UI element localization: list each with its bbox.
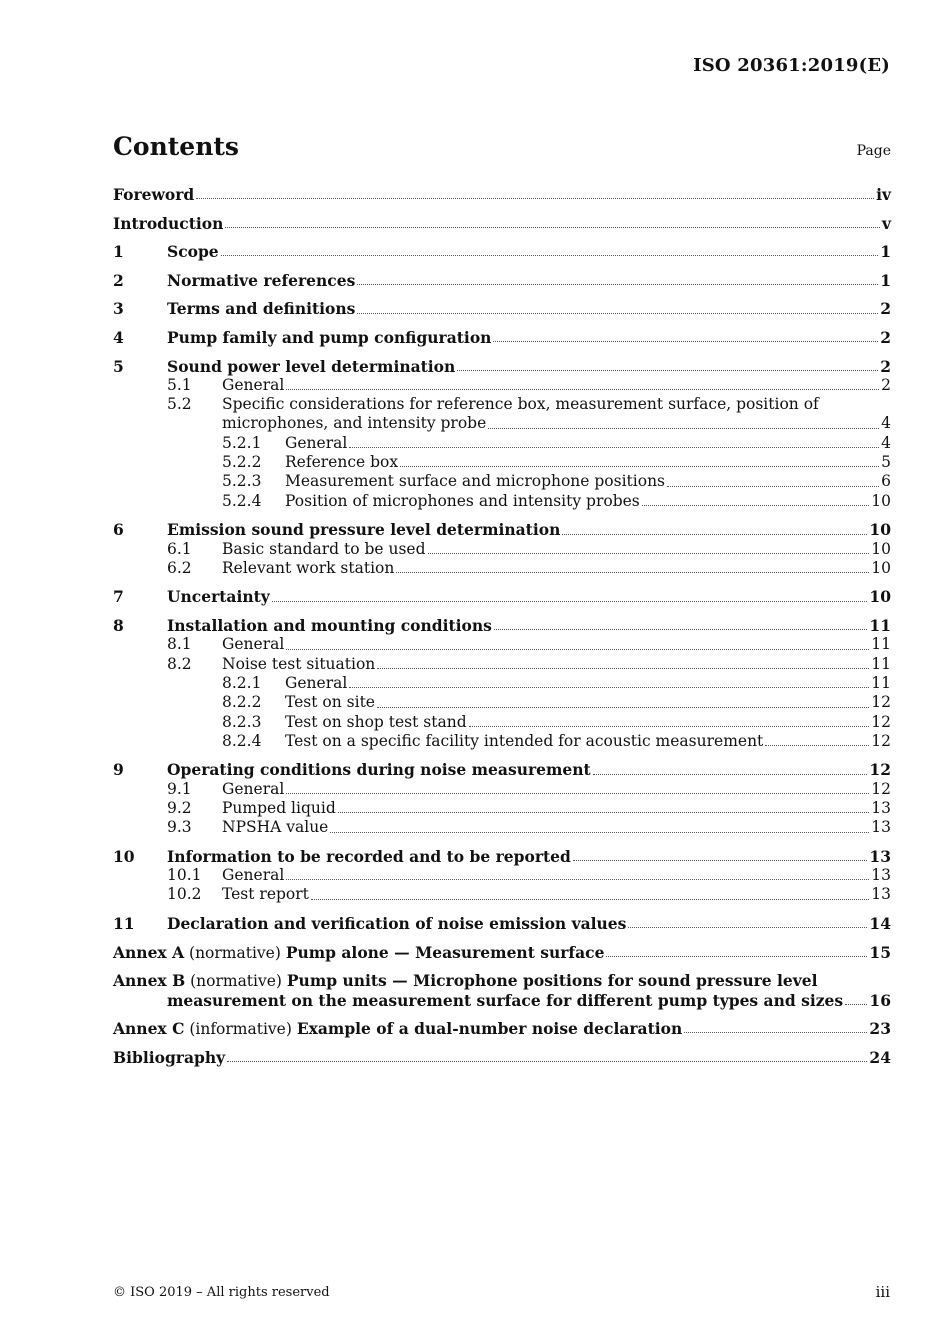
- toc-entry-label: Information to be recorded and to be reported: [167, 846, 571, 866]
- dot-leader: [338, 811, 870, 813]
- toc-entry-page: 14: [869, 914, 891, 934]
- toc-entry[interactable]: [113, 943, 891, 962]
- toc-entry-label: Test on shop test stand: [285, 712, 467, 731]
- toc-entry-label: Pump family and pump configuration: [167, 327, 492, 347]
- dot-leader: [396, 571, 869, 573]
- toc-entry-label: Bibliography: [113, 1047, 226, 1067]
- dot-leader: [311, 898, 869, 900]
- toc-entry-number: 5.2.3: [222, 472, 262, 491]
- dot-leader: [357, 283, 878, 285]
- toc-entry[interactable]: [113, 185, 891, 204]
- toc-entry-label: Sound power level determination: [167, 356, 456, 376]
- toc-entry-page: 13: [869, 846, 891, 866]
- toc-entry[interactable]: [113, 434, 891, 453]
- dot-leader: [469, 725, 870, 727]
- dot-leader: [196, 197, 874, 199]
- toc-entry-page: 15: [869, 942, 891, 962]
- toc-entry-label: Installation and mounting conditions: [167, 616, 492, 636]
- copyright-notice: © ISO 2019 – All rights reserved: [113, 1285, 330, 1300]
- toc-entry-number: 7: [113, 587, 124, 607]
- toc-entry[interactable]: [113, 799, 891, 818]
- toc-entry-number: 10.1: [167, 866, 202, 885]
- toc-entry[interactable]: [113, 616, 891, 635]
- dot-leader: [286, 792, 869, 794]
- toc-entry-label: Operating conditions during noise measurement: [167, 760, 591, 780]
- toc-entry-number: 6.1: [167, 539, 192, 558]
- annex-title: Pump alone — Measurement surface: [285, 942, 605, 962]
- toc-entry[interactable]: [113, 540, 891, 559]
- toc-entry[interactable]: [113, 914, 891, 933]
- dot-leader: [400, 465, 879, 467]
- toc-entry-page: iv: [876, 185, 891, 204]
- toc-entry-label: Specific considerations for reference box, measurement surface, position of: [222, 395, 819, 414]
- toc-entry-number: 5.2: [167, 395, 192, 414]
- toc-entry-page: 4: [881, 433, 891, 452]
- annex-id: Annex C: [113, 1019, 185, 1039]
- dot-leader: [667, 485, 879, 487]
- toc-entry-number: 8.2.2: [222, 693, 262, 712]
- toc-entry-label: Emission sound pressure level determination: [167, 520, 561, 540]
- dot-leader: [488, 427, 879, 429]
- dot-leader: [377, 706, 869, 708]
- toc-entry[interactable]: [113, 414, 891, 433]
- dot-leader: [349, 686, 869, 688]
- dot-leader: [606, 955, 867, 957]
- annex-id: Annex B: [113, 971, 186, 991]
- toc-entry-number: 8.2.3: [222, 712, 262, 731]
- toc-entry-label: General: [285, 433, 348, 452]
- toc-entry[interactable]: [113, 885, 891, 904]
- toc-entry-page: 1: [880, 242, 891, 262]
- dot-leader: [225, 226, 880, 228]
- toc-entry-number: 4: [113, 327, 124, 347]
- dot-leader: [845, 1003, 867, 1005]
- dot-leader: [765, 744, 869, 746]
- toc-entry-page: 13: [871, 885, 891, 904]
- toc-entry-page: 12: [871, 779, 891, 798]
- toc-entry[interactable]: [113, 991, 891, 1010]
- toc-entry-number: 5.1: [167, 375, 192, 394]
- toc-entry-label: [113, 943, 604, 963]
- toc-entry-page: 12: [869, 760, 891, 780]
- page-column-heading: Page: [856, 143, 891, 159]
- toc-entry-label: Test on a specific facility intended for acoustic measurement: [285, 731, 764, 750]
- toc-entry-page: 2: [880, 356, 891, 376]
- toc-entry-number: 5.2.4: [222, 491, 262, 510]
- toc-entry-number: 1: [113, 242, 124, 262]
- toc-entry-label: Pumped liquid: [222, 798, 336, 817]
- table-of-contents: [113, 185, 891, 1067]
- toc-entry-label: Noise test situation: [222, 654, 376, 673]
- toc-entry-page: 23: [869, 1019, 891, 1039]
- toc-entry-label: General: [222, 375, 285, 394]
- toc-entry-number: 8.2.1: [222, 673, 262, 692]
- annex-type: (normative): [185, 972, 287, 991]
- toc-entry-page: 2: [880, 299, 891, 319]
- dot-leader: [377, 667, 869, 669]
- toc-entry-page: 10: [869, 520, 891, 540]
- toc-entry-label: Introduction: [113, 213, 224, 233]
- toc-entry-label: Relevant work station: [222, 558, 395, 577]
- annex-id: Annex A: [113, 942, 185, 962]
- toc-entry-page: 12: [871, 693, 891, 712]
- toc-entry-label: General: [222, 779, 285, 798]
- page-title: Contents: [113, 132, 240, 161]
- document-id: ISO 20361:2019(E): [693, 55, 890, 76]
- toc-entry-page: v: [881, 213, 891, 233]
- toc-entry[interactable]: [113, 214, 891, 233]
- toc-entry-page: 11: [871, 635, 891, 654]
- toc-entry-page: 16: [869, 990, 891, 1010]
- toc-entry[interactable]: [113, 713, 891, 732]
- annex-type: (normative): [184, 943, 286, 962]
- dot-leader: [221, 254, 879, 256]
- dot-leader: [227, 1060, 867, 1062]
- toc-entry-page: 6: [881, 472, 891, 491]
- toc-entry-number: 6: [113, 520, 124, 540]
- toc-entry-page: 5: [881, 453, 891, 472]
- toc-entry[interactable]: [113, 818, 891, 837]
- toc-entry[interactable]: [113, 328, 891, 347]
- toc-entry-number: 8.2.4: [222, 731, 262, 750]
- toc-entry[interactable]: [113, 760, 891, 779]
- toc-entry-page: 12: [871, 712, 891, 731]
- title-row: [113, 132, 891, 164]
- toc-entry-page: 13: [871, 866, 891, 885]
- dot-leader: [593, 773, 868, 775]
- dot-leader: [573, 859, 868, 861]
- toc-entry[interactable]: [113, 587, 891, 606]
- toc-entry-label: Test on site: [285, 693, 375, 712]
- dot-leader: [494, 628, 868, 630]
- toc-entry[interactable]: [113, 655, 891, 674]
- toc-entry-number: 8: [113, 616, 124, 636]
- toc-entry-label: Scope: [167, 242, 219, 262]
- toc-entry-number: 10: [113, 846, 135, 866]
- toc-entry-number: 6.2: [167, 558, 192, 577]
- toc-entry-page: 11: [871, 654, 891, 673]
- toc-entry[interactable]: [113, 866, 891, 885]
- toc-entry-label: [113, 971, 818, 991]
- toc-entry-label: Reference box: [285, 453, 399, 472]
- toc-entry-label: Terms and definitions: [167, 299, 356, 319]
- toc-entry[interactable]: [113, 635, 891, 654]
- toc-entry-label: Test report: [222, 885, 309, 904]
- toc-entry-number: 9: [113, 760, 124, 780]
- annex-title: Example of a dual-number noise declaration: [296, 1019, 683, 1039]
- toc-entry[interactable]: [113, 1019, 891, 1038]
- toc-entry-label: Uncertainty: [167, 587, 270, 607]
- toc-entry[interactable]: [113, 674, 891, 693]
- dot-leader: [684, 1031, 867, 1033]
- toc-entry-number: 9.1: [167, 779, 192, 798]
- toc-entry-label: [113, 1019, 682, 1039]
- toc-entry-page: 12: [871, 731, 891, 750]
- toc-entry[interactable]: [113, 847, 891, 866]
- dot-leader: [428, 552, 870, 554]
- toc-entry-label: General: [285, 673, 348, 692]
- annex-title: Pump units — Microphone positions for sound pressure level: [286, 971, 818, 991]
- toc-entry[interactable]: [113, 492, 891, 511]
- toc-entry-label: NPSHA value: [222, 818, 329, 837]
- toc-entry-page: 2: [881, 375, 891, 394]
- toc-entry-number: 9.2: [167, 798, 192, 817]
- toc-entry-number: 5.2.2: [222, 453, 262, 472]
- toc-entry-page: 10: [871, 491, 891, 510]
- toc-entry-label: General: [222, 635, 285, 654]
- toc-entry-label: General: [222, 866, 285, 885]
- toc-entry-page: 24: [869, 1047, 891, 1067]
- toc-entry-page: 10: [871, 539, 891, 558]
- toc-entry[interactable]: [113, 271, 891, 290]
- toc-entry-page: 11: [871, 673, 891, 692]
- dot-leader: [286, 648, 869, 650]
- toc-entry-label: Measurement surface and microphone positions: [285, 472, 666, 491]
- toc-entry-number: 5: [113, 356, 124, 376]
- dot-leader: [286, 388, 879, 390]
- toc-entry[interactable]: [113, 732, 891, 751]
- toc-entry-page: 13: [871, 818, 891, 837]
- toc-entry-label: Declaration and verification of noise emission values: [167, 914, 627, 934]
- toc-entry-label: Foreword: [113, 185, 195, 204]
- toc-entry-label: Position of microphones and intensity probes: [285, 491, 640, 510]
- toc-entry-label: Basic standard to be used: [222, 539, 426, 558]
- toc-entry-label: microphones, and intensity probe: [222, 414, 487, 433]
- toc-entry[interactable]: [113, 559, 891, 578]
- toc-entry-number: 10.2: [167, 885, 202, 904]
- toc-entry[interactable]: [113, 376, 891, 395]
- dot-leader: [349, 446, 879, 448]
- toc-entry[interactable]: [113, 242, 891, 261]
- dot-leader: [272, 600, 868, 602]
- toc-entry[interactable]: [113, 520, 891, 539]
- toc-entry[interactable]: [113, 971, 891, 990]
- toc-entry[interactable]: [113, 453, 891, 472]
- page-number: iii: [875, 1283, 890, 1301]
- dot-leader: [493, 340, 878, 342]
- toc-entry[interactable]: [113, 299, 891, 318]
- toc-entry-number: 9.3: [167, 818, 192, 837]
- toc-entry-number: 8.2: [167, 654, 192, 673]
- toc-entry-label: measurement on the measurement surface for different pump types and sizes: [167, 990, 844, 1010]
- toc-entry-page: 1: [880, 270, 891, 290]
- dot-leader: [357, 312, 878, 314]
- dot-leader: [286, 878, 869, 880]
- toc-entry-page: 11: [869, 616, 891, 636]
- toc-entry-number: 8.1: [167, 635, 192, 654]
- dot-leader: [642, 504, 870, 506]
- toc-entry-number: 3: [113, 299, 124, 319]
- dot-leader: [330, 831, 869, 833]
- toc-entry[interactable]: [113, 1048, 891, 1067]
- toc-entry[interactable]: [113, 357, 891, 376]
- toc-entry-page: 10: [871, 558, 891, 577]
- toc-entry-page: 2: [880, 327, 891, 347]
- annex-type: (informative): [184, 1020, 297, 1039]
- toc-entry-page: 10: [869, 587, 891, 607]
- toc-entry-page: 13: [871, 798, 891, 817]
- dot-leader: [562, 533, 867, 535]
- toc-entry[interactable]: [113, 693, 891, 712]
- toc-entry-number: 5.2.1: [222, 433, 262, 452]
- dot-leader: [457, 369, 878, 371]
- toc-entry-number: 11: [113, 914, 135, 934]
- toc-entry-number: 2: [113, 270, 124, 290]
- toc-entry-label: Normative references: [167, 270, 356, 290]
- toc-entry-page: 4: [881, 414, 891, 433]
- toc-entry[interactable]: [113, 472, 891, 491]
- dot-leader: [628, 926, 867, 928]
- toc-entry[interactable]: [113, 395, 891, 414]
- toc-entry[interactable]: [113, 780, 891, 799]
